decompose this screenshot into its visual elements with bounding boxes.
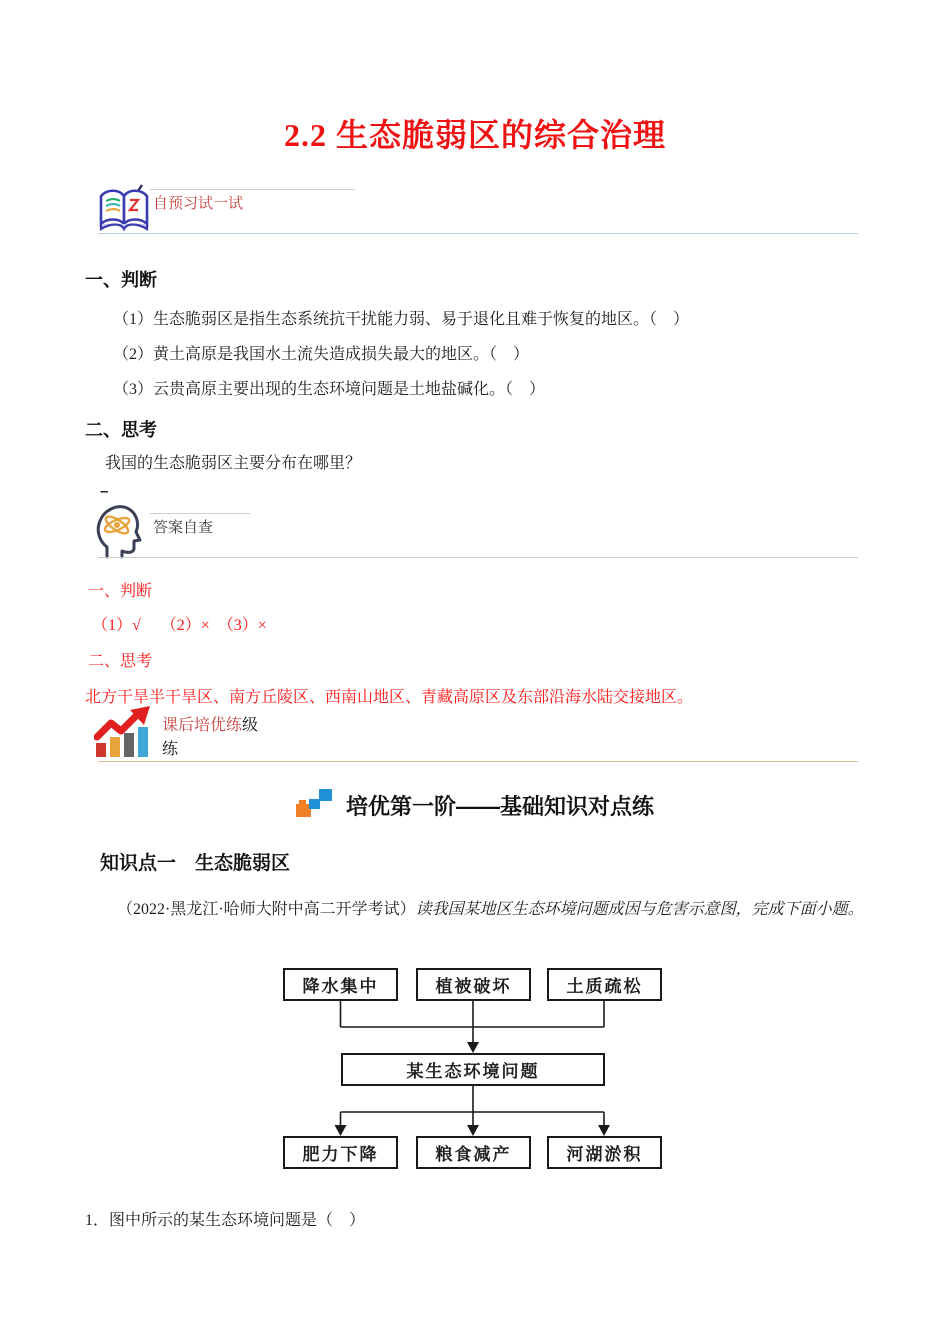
flowchart-effect-box: 肥力下降 <box>283 1136 398 1169</box>
stairs-icon <box>296 800 340 825</box>
question-1: 1．图中所示的某生态环境问题是（ ） <box>85 1212 366 1229</box>
section-divider <box>98 557 858 558</box>
judge-heading: 一、判断 <box>85 270 157 290</box>
think-question: 我国的生态脆弱区主要分布在哪里？ <box>105 455 362 472</box>
answer-judge-values: （1）√ （2）× （3）× <box>92 617 267 634</box>
question-intro <box>85 892 867 927</box>
page-title: 2.2 生态脆弱区的综合治理 <box>283 117 666 153</box>
section-divider <box>98 233 858 234</box>
answer-section-label: 答案自查 <box>153 519 214 536</box>
flowchart-effect-box: 粮食减产 <box>416 1136 531 1169</box>
practice-label-line2: 练 <box>162 741 179 758</box>
label-underline <box>150 513 250 514</box>
bar-chart-arrow-icon <box>94 706 158 763</box>
knowledge-point-heading: 知识点一 生态脆弱区 <box>100 853 291 874</box>
flowchart-cause-box: 植被破坏 <box>416 968 531 1001</box>
question-source: （2022·黑龙江·哈师大附中高二开学考试） <box>117 901 416 918</box>
flowchart-problem-box: 某生态环境问题 <box>341 1053 605 1086</box>
flowchart-effect-box: 河湖淤积 <box>547 1136 662 1169</box>
open-book-icon <box>96 183 152 240</box>
question-intro-text: 读我国某地区生态环境问题成因与危害示意图，完成下面小题。 <box>415 901 864 918</box>
judge-item-2: （2）黄土高原是我国水土流失造成损失最大的地区。（ ） <box>113 346 530 363</box>
flowchart-cause-box: 土质疏松 <box>547 968 662 1001</box>
thinking-head-icon <box>93 502 143 565</box>
judge-item-1: （1）生态脆弱区是指生态系统抗干扰能力弱、易于退化且难于恢复的地区。（ ） <box>113 311 690 328</box>
think-heading: 二、思考 <box>85 420 157 440</box>
practice-label-red: 课后培优练 <box>162 717 243 734</box>
flowchart-cause-box: 降水集中 <box>283 968 398 1001</box>
stage-heading-text: 培优第一阶——基础知识对点练 <box>346 794 655 819</box>
answer-think-heading: 二、思考 <box>88 653 153 670</box>
cause-effect-flowchart <box>283 968 661 1174</box>
answer-dash: – <box>100 483 109 500</box>
answer-think-text: 北方干旱半干旱区、南方丘陵区、西南山地区、青藏高原区及东部沿海水陆交接地区。 <box>85 689 694 706</box>
stage-heading <box>0 786 950 826</box>
section-divider <box>98 761 858 762</box>
preview-section-label: 自预习试一试 <box>153 195 244 212</box>
judge-item-3: （3）云贵高原主要出现的生态环境问题是土地盐碱化。（ ） <box>113 381 546 398</box>
label-underline <box>150 189 355 190</box>
answer-judge-heading: 一、判断 <box>88 583 153 600</box>
practice-label-black: 级 <box>242 717 259 734</box>
practice-section-label <box>162 712 258 735</box>
